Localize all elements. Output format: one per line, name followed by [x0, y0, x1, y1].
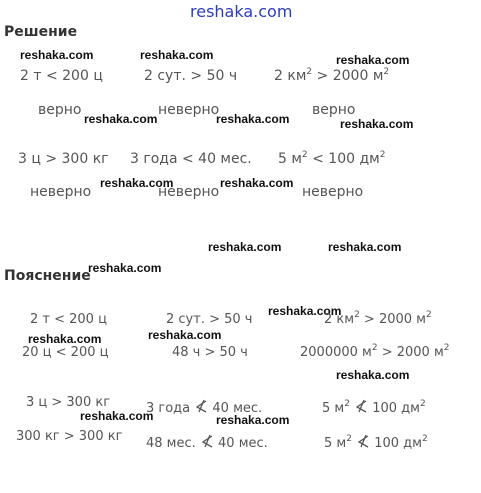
- not-less-than-icon: [356, 434, 370, 448]
- not-less-than-icon: [354, 399, 368, 413]
- solution-verdict: неверно: [158, 184, 220, 200]
- solution-expression: 2 сут. > 50 ч: [144, 68, 238, 84]
- solution-expression: 2 т < 200 ц: [20, 68, 103, 84]
- watermark: reshaka.com: [80, 409, 154, 423]
- explanation-expression: 2 сут. > 50 ч: [166, 312, 253, 327]
- solution-expression: 2 $км^2 > 2000$ $м^2$: [274, 67, 390, 84]
- solution-title: Решение: [4, 24, 78, 40]
- explanation-expression: 3 ц > 300 кг: [26, 395, 111, 410]
- watermark: reshaka.com: [84, 112, 158, 126]
- watermark: reshaka.com: [148, 328, 222, 342]
- solution-verdict: верно: [312, 102, 356, 118]
- watermark: reshaka.com: [216, 413, 290, 427]
- explanation-expression: 2000000 $м^2 > 2000$ $м^2$: [300, 343, 450, 360]
- watermark: reshaka.com: [20, 48, 94, 62]
- watermark: reshaka.com: [100, 176, 174, 190]
- watermark: reshaka.com: [208, 240, 282, 254]
- solution-expression: 5 $м^2 < 100$ $дм^2$: [278, 150, 386, 167]
- solution-expression: 3 ц > 300 кг: [18, 151, 109, 167]
- watermark: reshaka.com: [88, 261, 162, 275]
- explanation-expression: 20 ц < 200 ц: [22, 345, 109, 360]
- explanation-expression: 2 т < 200 ц: [30, 312, 107, 327]
- watermark: reshaka.com: [328, 240, 402, 254]
- watermark: reshaka.com: [220, 176, 294, 190]
- explanation-expression: 5 $м^2$ 100 $дм^2$: [322, 399, 426, 416]
- not-less-than-icon: [194, 399, 208, 413]
- not-less-than-icon: [200, 434, 214, 448]
- explanation-expression: 2 $км^2 > 2000$ $м^2$: [324, 310, 432, 327]
- explanation-expression: 300 кг > 300 кг: [16, 429, 123, 444]
- watermark: reshaka.com: [28, 332, 102, 346]
- explanation-expression: 3 года 40 мес.: [146, 401, 263, 416]
- solution-verdict: неверно: [158, 102, 220, 118]
- explanation-title: Пояснение: [4, 268, 91, 284]
- explanation-expression: 5 $м^2$ 100 $дм^2$: [324, 434, 428, 451]
- solution-verdict: неверно: [30, 184, 92, 200]
- watermark: reshaka.com: [336, 368, 410, 382]
- solution-verdict: верно: [38, 102, 82, 118]
- explanation-expression: 48 мес. 40 мес.: [146, 436, 268, 451]
- watermark: reshaka.com: [340, 117, 414, 131]
- explanation-expression: 48 ч > 50 ч: [172, 345, 248, 360]
- watermark: reshaka.com: [336, 53, 410, 67]
- solution-verdict: неверно: [302, 184, 364, 200]
- solution-expression: 3 года < 40 мес.: [130, 151, 252, 167]
- site-header-link[interactable]: reshaka.com: [190, 2, 293, 21]
- watermark: reshaka.com: [216, 112, 290, 126]
- watermark: reshaka.com: [140, 48, 214, 62]
- watermark: reshaka.com: [268, 304, 342, 318]
